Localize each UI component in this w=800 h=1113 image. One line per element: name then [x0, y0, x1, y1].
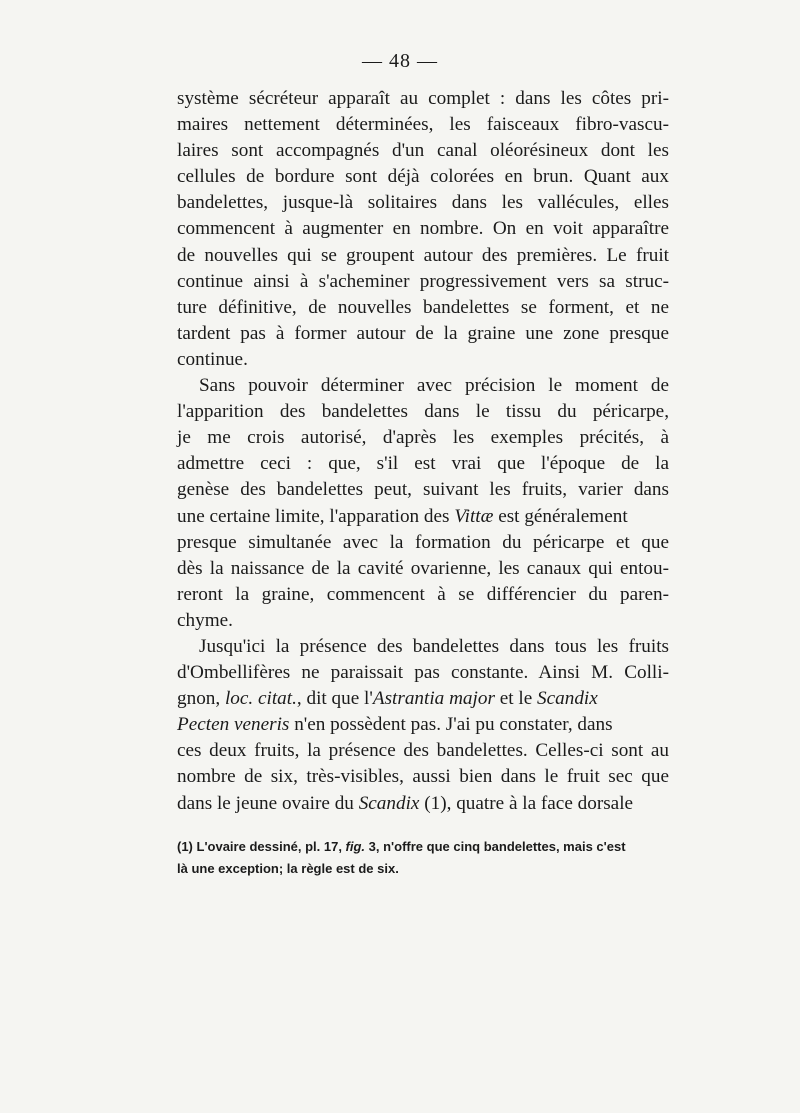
italic-term: Scandix: [358, 792, 420, 814]
text-line: de nouvelles qui se groupent autour des premières. Le fruit: [177, 244, 669, 266]
text-line: [177, 504, 669, 530]
text-line: cellules de bordure sont déjà colorées en brun. Quant aux: [177, 166, 669, 188]
text-line: système sécréteur apparaît au complet : dans les côtes pri-: [177, 88, 669, 109]
text-line: l'apparition des bandelettes dans le tissu du péricarpe,: [177, 401, 669, 423]
text-line: ture définitive, de nouvelles bandelettes se forment, et ne: [177, 296, 669, 318]
text-line: Sans pouvoir déterminer avec précision le moment de: [199, 375, 669, 397]
text-segment: , dit que l': [296, 688, 373, 710]
text-line: bandelettes, jusque-là solitaires dans les vallécules, elles: [177, 192, 669, 214]
text-line: admettre ceci : que, s'il est vrai que l'époque de la: [177, 453, 669, 475]
footnote-italic: fig.: [345, 839, 366, 854]
italic-term: Pecten veneris: [177, 714, 290, 736]
text-line: reront la graine, commencent à se différencier du paren-: [177, 583, 669, 605]
text-segment: dans le jeune ovaire du: [177, 792, 359, 814]
text-line: tardent pas à former autour de la graine une zone presque: [177, 322, 669, 344]
text-line: je me crois autorisé, d'après les exemples précités, à: [177, 427, 669, 449]
italic-term: Vittæ: [454, 505, 494, 527]
text-line: d'Ombellifères ne paraissait pas constante. Ainsi M. Colli-: [177, 662, 669, 684]
text-line: commencent à augmenter en nombre. On en voit apparaître: [177, 218, 669, 240]
text-segment: n'en possèdent pas. J'ai pu constater, dans: [289, 714, 613, 736]
text-segment: gnon,: [177, 688, 225, 710]
footnote-line: [177, 836, 669, 858]
text-segment: et le: [494, 688, 538, 710]
text-segment: est généralement: [493, 505, 628, 527]
text-line: genèse des bandelettes peut, suivant les fruits, varier dans: [177, 479, 669, 501]
footnote-text: L'ovaire dessiné, pl. 17,: [192, 839, 346, 854]
text-line: continue ainsi à s'acheminer progressivement vers sa struc-: [177, 270, 669, 292]
italic-term: loc. citat.: [224, 688, 297, 710]
text-line: continue.: [177, 348, 248, 370]
text-line: maires nettement déterminées, les faisceaux fibro-vascu-: [177, 114, 669, 136]
text-line: presque simultanée avec la formation du péricarpe et que: [177, 531, 669, 553]
footnote: [177, 836, 669, 880]
italic-term: Scandix: [537, 688, 598, 710]
footnote-line: là une exception; la règle est de six.: [177, 861, 399, 876]
page-number: — 48 —: [362, 50, 438, 72]
text-line: ces deux fruits, la présence des bandelettes. Celles-ci sont au: [177, 740, 669, 762]
text-line: [177, 791, 669, 817]
text-line: [177, 686, 669, 712]
footnote-text: 3, n'offre que cinq bandelettes, mais c'est: [365, 839, 626, 854]
text-segment: une certaine limite, l'apparation des: [177, 505, 455, 527]
text-line: chyme.: [177, 609, 233, 631]
text-line: Jusqu'ici la présence des bandelettes dans tous les fruits: [199, 635, 669, 657]
text-line: nombre de six, très-visibles, aussi bien dans le fruit sec que: [177, 766, 669, 788]
text-segment: (1), quatre à la face dorsale: [419, 792, 634, 814]
text-line: [177, 712, 669, 738]
italic-term: Astrantia major: [372, 688, 495, 710]
body-text: [177, 86, 669, 817]
text-line: laires sont accompagnés d'un canal oléorésineux dont les: [177, 140, 669, 162]
footnote-marker: (1): [177, 839, 193, 854]
text-line: dès la naissance de la cavité ovarienne, les canaux qui entou-: [177, 557, 669, 579]
